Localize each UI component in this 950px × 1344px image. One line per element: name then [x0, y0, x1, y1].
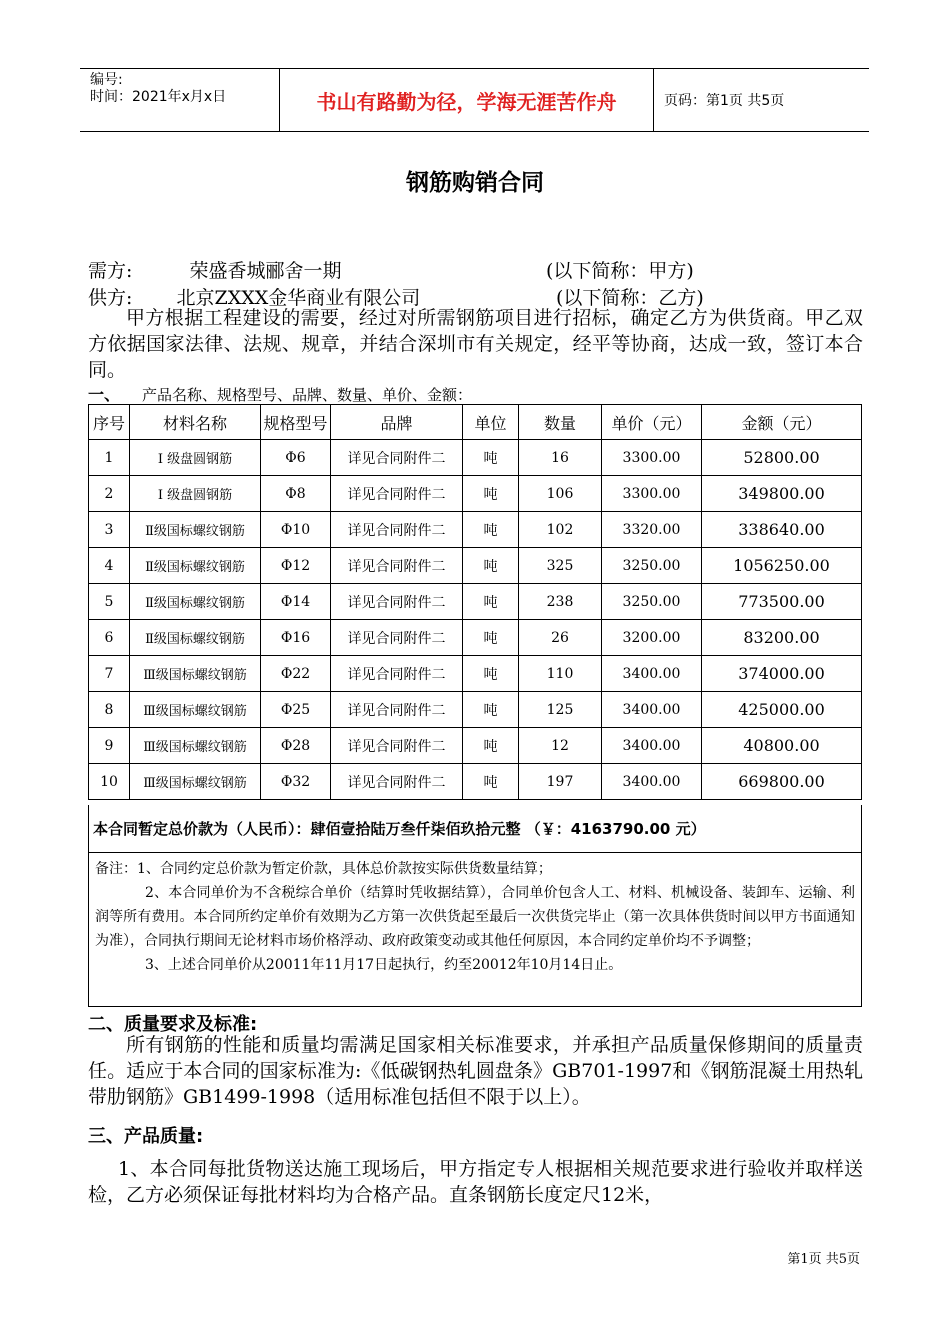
- cell-brand: 详见合同附件二: [331, 728, 463, 764]
- header-cell: 材料名称: [130, 405, 261, 440]
- cell-quantity: 16: [519, 440, 602, 476]
- cell-material-name: Ⅱ级国标螺纹钢筋: [130, 584, 261, 620]
- cell-unit: 吨: [463, 692, 519, 728]
- cell-quantity: 110: [519, 656, 602, 692]
- cell-brand: 详见合同附件二: [331, 476, 463, 512]
- cell-quantity: 12: [519, 728, 602, 764]
- note-3: 3、上述合同单价从20011年11月17日起执行，约至20012年10月14日止。: [145, 957, 623, 973]
- cell-quantity: 26: [519, 620, 602, 656]
- cell-quantity: 102: [519, 512, 602, 548]
- cell-unit-price: 3400.00: [602, 656, 702, 692]
- cell-amount: 1056250.00: [702, 548, 862, 584]
- total-price: 本合同暂定总价款为（人民币）：肆佰壹拾陆万叁仟柒佰玖拾元整 （￥：4163790.00 元）: [88, 805, 862, 853]
- buyer-label: 需方:: [88, 260, 133, 282]
- cell-unit: 吨: [463, 584, 519, 620]
- cell-unit: 吨: [463, 548, 519, 584]
- header-cell: 单价（元）: [602, 405, 702, 440]
- cell-material-name: Ⅰ 级盘圆钢筋: [130, 476, 261, 512]
- cell-unit: 吨: [463, 764, 519, 800]
- cell-material-name: Ⅲ级国标螺纹钢筋: [130, 764, 261, 800]
- cell-amount: 669800.00: [702, 764, 862, 800]
- table-body: [89, 440, 862, 800]
- table-row: [89, 548, 862, 584]
- section2-title: 二、质量要求及标准:: [88, 1014, 258, 1035]
- cell-unit-price: 3400.00: [602, 728, 702, 764]
- cell-brand: 详见合同附件二: [331, 548, 463, 584]
- cell-row-index: 5: [89, 584, 130, 620]
- cell-brand: 详见合同附件二: [331, 656, 463, 692]
- time-label: 时间：2021年x月x日: [90, 89, 227, 105]
- cell-unit-price: 3250.00: [602, 584, 702, 620]
- table-row: [89, 620, 862, 656]
- table-row: [89, 656, 862, 692]
- buyer-line: [88, 256, 342, 283]
- notes-box: [88, 853, 862, 1007]
- cell-brand: 详见合同附件二: [331, 440, 463, 476]
- note-1: 备注：1、合同约定总价款为暂定价款，具体总价款按实际供货数量结算；: [95, 861, 552, 877]
- cell-amount: 40800.00: [702, 728, 862, 764]
- cell-brand: 详见合同附件二: [331, 620, 463, 656]
- cell-unit-price: 3400.00: [602, 764, 702, 800]
- cell-spec: Φ10: [261, 512, 331, 548]
- cell-row-index: 3: [89, 512, 130, 548]
- cell-unit: 吨: [463, 728, 519, 764]
- cell-spec: Φ25: [261, 692, 331, 728]
- table-row: [89, 728, 862, 764]
- section1-title: 产品名称、规格型号、品牌、数量、单价、金额：: [142, 386, 473, 404]
- cell-material-name: Ⅱ级国标螺纹钢筋: [130, 548, 261, 584]
- header-motto: 书山有路勤为径，学海无涯苦作舟: [280, 69, 654, 131]
- cell-row-index: 8: [89, 692, 130, 728]
- table-header-row: [89, 405, 862, 440]
- intro-paragraph: 甲方根据工程建设的需要，经过对所需钢筋项目进行招标，确定乙方为供货商。甲乙双方依据国家法律、法规、规章，并结合深圳市有关规定，经平等协商，达成一致，签订本合同。: [88, 307, 863, 381]
- cell-unit-price: 3300.00: [602, 440, 702, 476]
- header-cell: 数量: [519, 405, 602, 440]
- cell-unit: 吨: [463, 620, 519, 656]
- cell-spec: Φ16: [261, 620, 331, 656]
- cell-material-name: Ⅲ级国标螺纹钢筋: [130, 656, 261, 692]
- section3-title: 三、产品质量:: [88, 1126, 204, 1147]
- section3-body: 1、本合同每批货物送达施工现场后，甲方指定专人根据相关规范要求进行验收并取样送检，乙方必须保证每批材料均为合格产品。直条钢筋长度定尺12米，: [88, 1158, 863, 1206]
- seller-name: 北京ZXXX金华商业有限公司: [176, 287, 421, 309]
- cell-brand: 详见合同附件二: [331, 764, 463, 800]
- cell-row-index: 6: [89, 620, 130, 656]
- table-row: [89, 764, 862, 800]
- cell-quantity: 325: [519, 548, 602, 584]
- cell-amount: 425000.00: [702, 692, 862, 728]
- table-row: [89, 440, 862, 476]
- cell-spec: Φ6: [261, 440, 331, 476]
- cell-unit: 吨: [463, 476, 519, 512]
- cell-spec: Φ14: [261, 584, 331, 620]
- buyer-name: 荣盛香城郦舍一期: [189, 260, 342, 282]
- cell-amount: 374000.00: [702, 656, 862, 692]
- cell-unit-price: 3320.00: [602, 512, 702, 548]
- goods-table: [88, 404, 862, 800]
- cell-spec: Φ8: [261, 476, 331, 512]
- cell-brand: 详见合同附件二: [331, 584, 463, 620]
- cell-material-name: Ⅲ级国标螺纹钢筋: [130, 728, 261, 764]
- table-row: [89, 512, 862, 548]
- cell-unit: 吨: [463, 656, 519, 692]
- cell-spec: Φ12: [261, 548, 331, 584]
- header-page-code: 页码：第1页 共5页: [664, 93, 785, 109]
- cell-amount: 52800.00: [702, 440, 862, 476]
- cell-amount: 338640.00: [702, 512, 862, 548]
- cell-row-index: 2: [89, 476, 130, 512]
- cell-quantity: 106: [519, 476, 602, 512]
- cell-spec: Φ28: [261, 728, 331, 764]
- header-cell: 品牌: [331, 405, 463, 440]
- cell-spec: Φ22: [261, 656, 331, 692]
- cell-brand: 详见合同附件二: [331, 692, 463, 728]
- table-row: [89, 584, 862, 620]
- cell-amount: 349800.00: [702, 476, 862, 512]
- cell-unit-price: 3400.00: [602, 692, 702, 728]
- page-header: [80, 68, 869, 132]
- cell-row-index: 9: [89, 728, 130, 764]
- cell-unit-price: 3300.00: [602, 476, 702, 512]
- note-2: 2、本合同单价为不含税综合单价（结算时凭收据结算），合同单价包含人工、材料、机械设备、装卸车、运输、利润等所有费用。本合同所约定单价有效期为乙方第一次供货起至最后一次供货完毕止（第一次具体供货时间以甲方书面通知为准），合同执行期间无论材料市场价格浮动、政府政策变动或其他任何原因，本合同约定单价均不予调整；: [95, 885, 855, 949]
- header-cell: 单位: [463, 405, 519, 440]
- cell-material-name: Ⅱ级国标螺纹钢筋: [130, 620, 261, 656]
- cell-row-index: 4: [89, 548, 130, 584]
- cell-material-name: Ⅱ级国标螺纹钢筋: [130, 512, 261, 548]
- cell-row-index: 7: [89, 656, 130, 692]
- header-cell: 序号: [89, 405, 130, 440]
- cell-quantity: 125: [519, 692, 602, 728]
- cell-unit: 吨: [463, 440, 519, 476]
- buyer-alias: (以下简称：甲方): [546, 260, 694, 282]
- cell-amount: 773500.00: [702, 584, 862, 620]
- cell-brand: 详见合同附件二: [331, 512, 463, 548]
- cell-material-name: Ⅲ级国标螺纹钢筋: [130, 692, 261, 728]
- cell-quantity: 238: [519, 584, 602, 620]
- cell-unit: 吨: [463, 512, 519, 548]
- document-title: 钢筋购销合同: [406, 170, 544, 196]
- cell-quantity: 197: [519, 764, 602, 800]
- header-cell: 金额（元）: [702, 405, 862, 440]
- cell-spec: Φ32: [261, 764, 331, 800]
- cell-material-name: Ⅰ 级盘圆钢筋: [130, 440, 261, 476]
- table-row: [89, 692, 862, 728]
- number-label: 编号:: [90, 72, 123, 88]
- header-meta: [80, 69, 280, 131]
- cell-row-index: 1: [89, 440, 130, 476]
- cell-amount: 83200.00: [702, 620, 862, 656]
- cell-unit-price: 3250.00: [602, 548, 702, 584]
- seller-alias: (以下简称：乙方): [556, 287, 704, 309]
- section2-body: 所有钢筋的性能和质量均需满足国家相关标准要求，并承担产品质量保修期间的质量责任。适应于本合同的国家标准为:《低碳钢热轧圆盘条》GB701-1997和《钢筋混凝土用热轧带肋钢筋》GB1499-1998（适用标准包括但不限于以上）。: [88, 1034, 863, 1108]
- table-row: [89, 476, 862, 512]
- section1-number: 一、: [88, 385, 121, 404]
- cell-unit-price: 3200.00: [602, 620, 702, 656]
- cell-row-index: 10: [89, 764, 130, 800]
- page-footer: 第1页 共5页: [787, 1252, 860, 1267]
- seller-label: 供方:: [88, 287, 133, 309]
- header-cell: 规格型号: [261, 405, 331, 440]
- section1-heading: [88, 382, 472, 405]
